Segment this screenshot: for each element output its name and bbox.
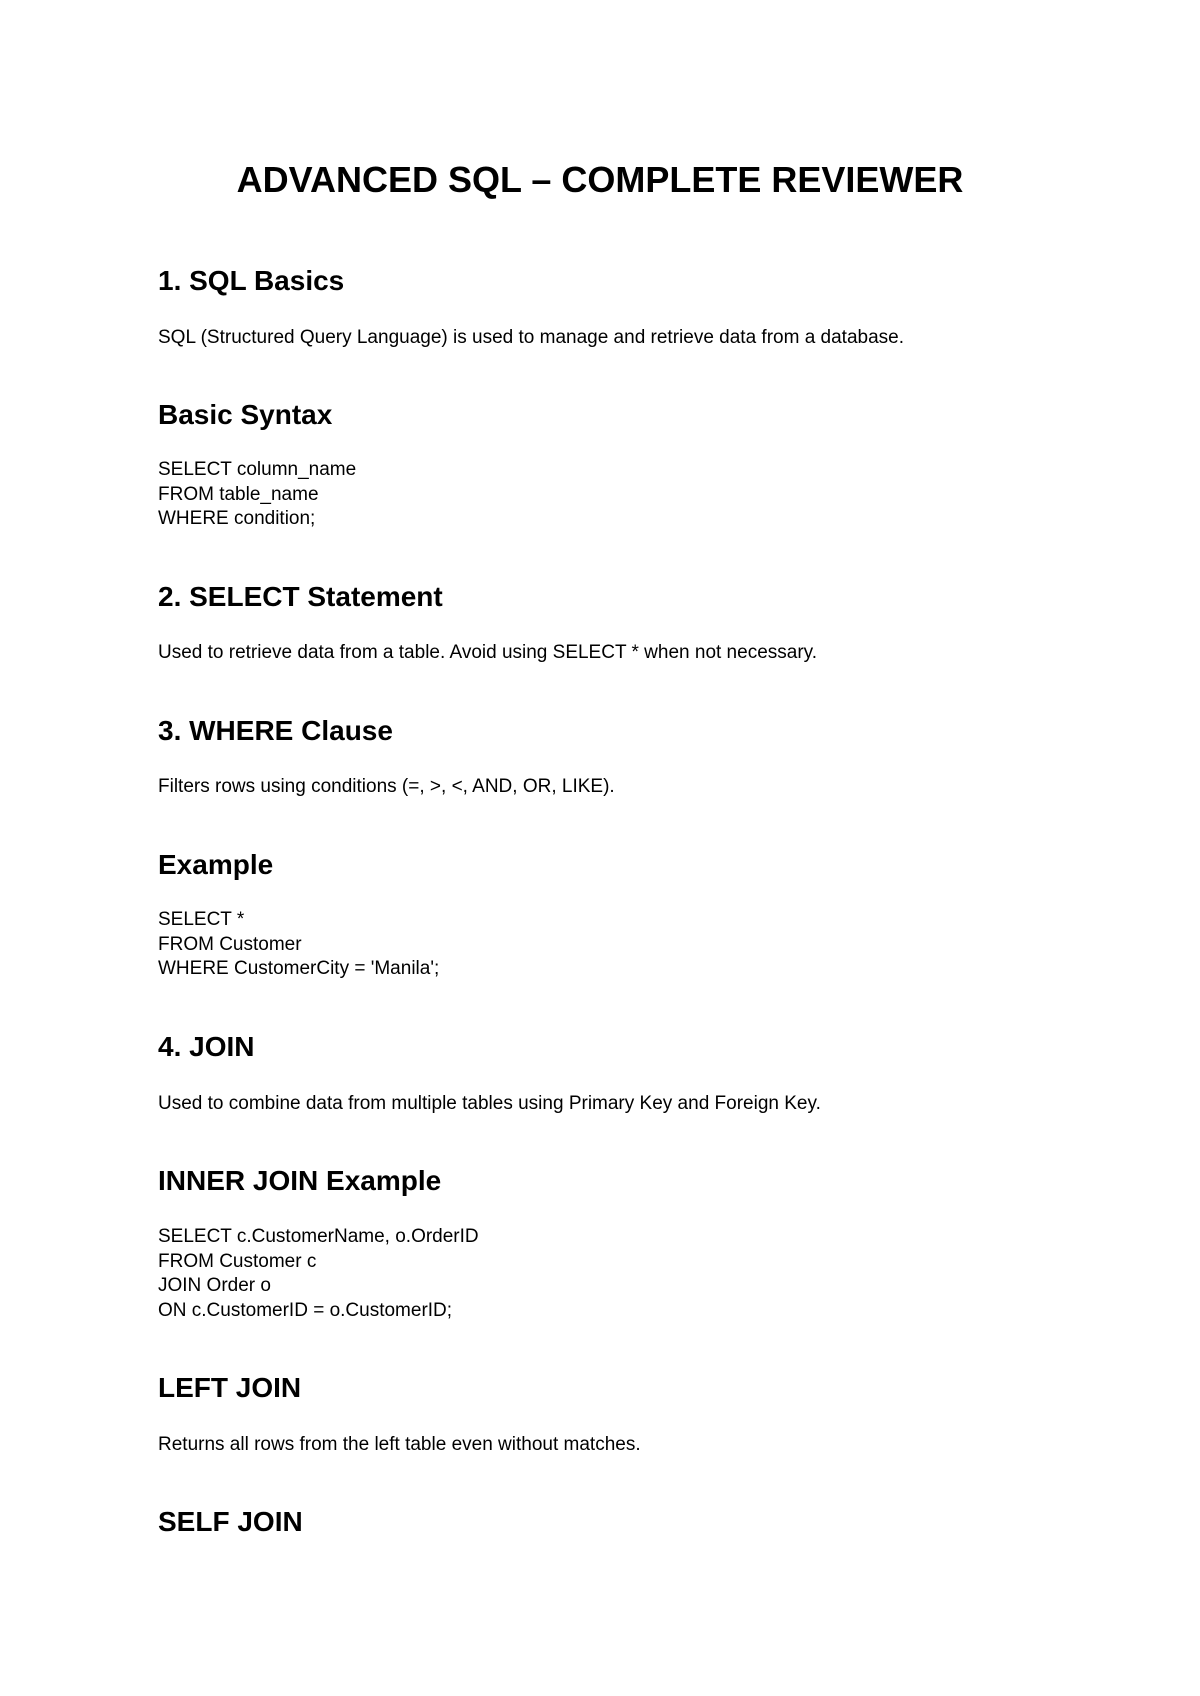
code-block-basic-syntax	[158, 458, 356, 532]
section-text-join: Used to combine data from multiple tables using Primary Key and Foreign Key.	[158, 1093, 821, 1114]
section-text-where-clause: Filters rows using conditions (=, >, <, AND, OR, LIKE).	[158, 776, 615, 797]
code-line: ON c.CustomerID = o.CustomerID;	[158, 1299, 453, 1321]
section-heading-sql-basics: 1. SQL Basics	[158, 265, 345, 296]
code-line: FROM table_name	[158, 483, 319, 505]
code-line: SELECT *	[158, 909, 245, 930]
code-block-example	[158, 908, 439, 982]
section-heading-self-join: SELF JOIN	[158, 1506, 303, 1537]
code-line: JOIN Order o	[158, 1275, 271, 1296]
code-line: SELECT column_name	[158, 459, 357, 480]
code-block-inner-join	[158, 1225, 479, 1323]
section-heading-basic-syntax: Basic Syntax	[158, 399, 333, 430]
code-line: FROM Customer c	[158, 1250, 317, 1272]
code-line: WHERE CustomerCity = 'Manila';	[158, 958, 440, 979]
section-text-left-join: Returns all rows from the left table even without matches.	[158, 1434, 641, 1455]
section-heading-left-join: LEFT JOIN	[158, 1372, 302, 1403]
section-heading-example: Example	[158, 849, 274, 880]
code-line: FROM Customer	[158, 933, 302, 955]
section-heading-select-statement: 2. SELECT Statement	[158, 581, 443, 612]
document-title: ADVANCED SQL – COMPLETE REVIEWER	[236, 159, 964, 200]
section-heading-inner-join-example: INNER JOIN Example	[158, 1165, 442, 1196]
section-text-select-statement: Used to retrieve data from a table. Avoid using SELECT * when not necessary.	[158, 642, 818, 663]
section-heading-join: 4. JOIN	[158, 1031, 255, 1062]
code-line: WHERE condition;	[158, 508, 316, 529]
code-line: SELECT c.CustomerName, o.OrderID	[158, 1226, 479, 1247]
section-heading-where-clause: 3. WHERE Clause	[158, 715, 393, 746]
section-text-sql-basics: SQL (Structured Query Language) is used to manage and retrieve data from a database.	[158, 327, 905, 348]
